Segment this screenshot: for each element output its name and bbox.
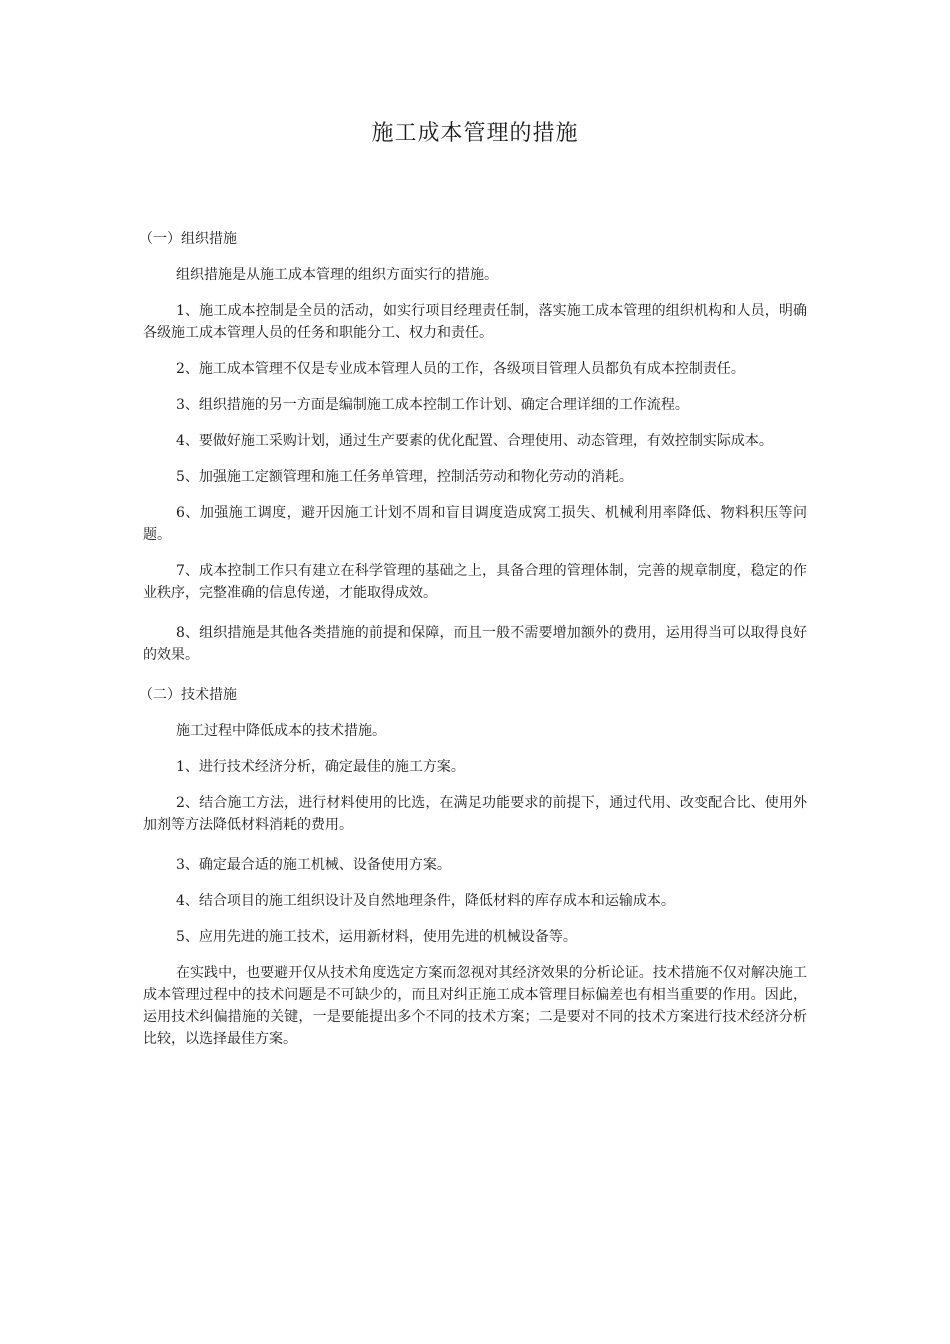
section1-item-3: 3、组织措施的另一方面是编制施工成本控制工作计划、确定合理详细的工作流程。 (176, 397, 689, 413)
section2-item-4: 4、结合项目的施工组织设计及自然地理条件，降低材料的库存成本和运输成本。 (176, 893, 675, 909)
section1-item-1: 1、施工成本控制是全员的活动，如实行项目经理责任制，落实施工成本管理的组织机构和人员，明确各级施工成本管理人员的任务和职能分工、权力和责任。 (143, 303, 807, 341)
document-body (139, 228, 807, 1050)
section1-item-8: 8、组织措施是其他各类措施的前提和保障，而且一般不需要增加额外的费用，运用得当可以取得良好的效果。 (143, 625, 807, 663)
section1-item-5: 5、加强施工定额管理和施工任务单管理，控制活劳动和物化劳动的消耗。 (176, 469, 633, 485)
section2-item-1: 1、进行技术经济分析，确定最佳的施工方案。 (176, 759, 465, 775)
section2-item-3: 3、确定最合适的施工机械、设备使用方案。 (176, 857, 451, 873)
section2-item-2: 2、结合施工方法，进行材料使用的比选，在满足功能要求的前提下，通过代用、改变配合比、使用外加剂等方法降低材料消耗的费用。 (143, 795, 807, 833)
document-title: 施工成本管理的措施 (371, 121, 579, 146)
section1-item-7: 7、成本控制工作只有建立在科学管理的基础之上，具备合理的管理体制，完善的规章制度，稳定的作业秩序，完整准确的信息传递，才能取得成效。 (143, 563, 807, 601)
section1-item-4: 4、要做好施工采购计划，通过生产要素的优化配置、合理使用、动态管理，有效控制实际成本。 (176, 433, 773, 449)
section1-item-2: 2、施工成本管理不仅是专业成本管理人员的工作，各级项目管理人员都负有成本控制责任。 (176, 361, 745, 377)
section-heading-organization: （一）组织措施 (139, 231, 237, 247)
section2-item-5: 5、应用先进的施工技术，运用新材料，使用先进的机械设备等。 (176, 929, 577, 945)
section2-conclusion: 在实践中，也要避开仅从技术角度选定方案而忽视对其经济效果的分析论证。技术措施不仅对解决施工成本管理过程中的技术问题是不可缺少的，而且对纠正施工成本管理目标偏差也有相当重要的作用。因此，运用技术纠偏措施的关键，一是要能提出多个不同的技术方案；二是要对不同的技术方案进行技术经济分析比较，以选择最佳方案。 (143, 965, 807, 1047)
section1-intro: 组织措施是从施工成本管理的组织方面实行的措施。 (176, 267, 498, 283)
section2-intro: 施工过程中降低成本的技术措施。 (176, 723, 386, 739)
section1-item-6: 6、加强施工调度，避开因施工计划不周和盲目调度造成窝工损失、机械利用率降低、物料积压等问题。 (143, 505, 807, 543)
section-heading-technical: （二）技术措施 (139, 687, 237, 703)
